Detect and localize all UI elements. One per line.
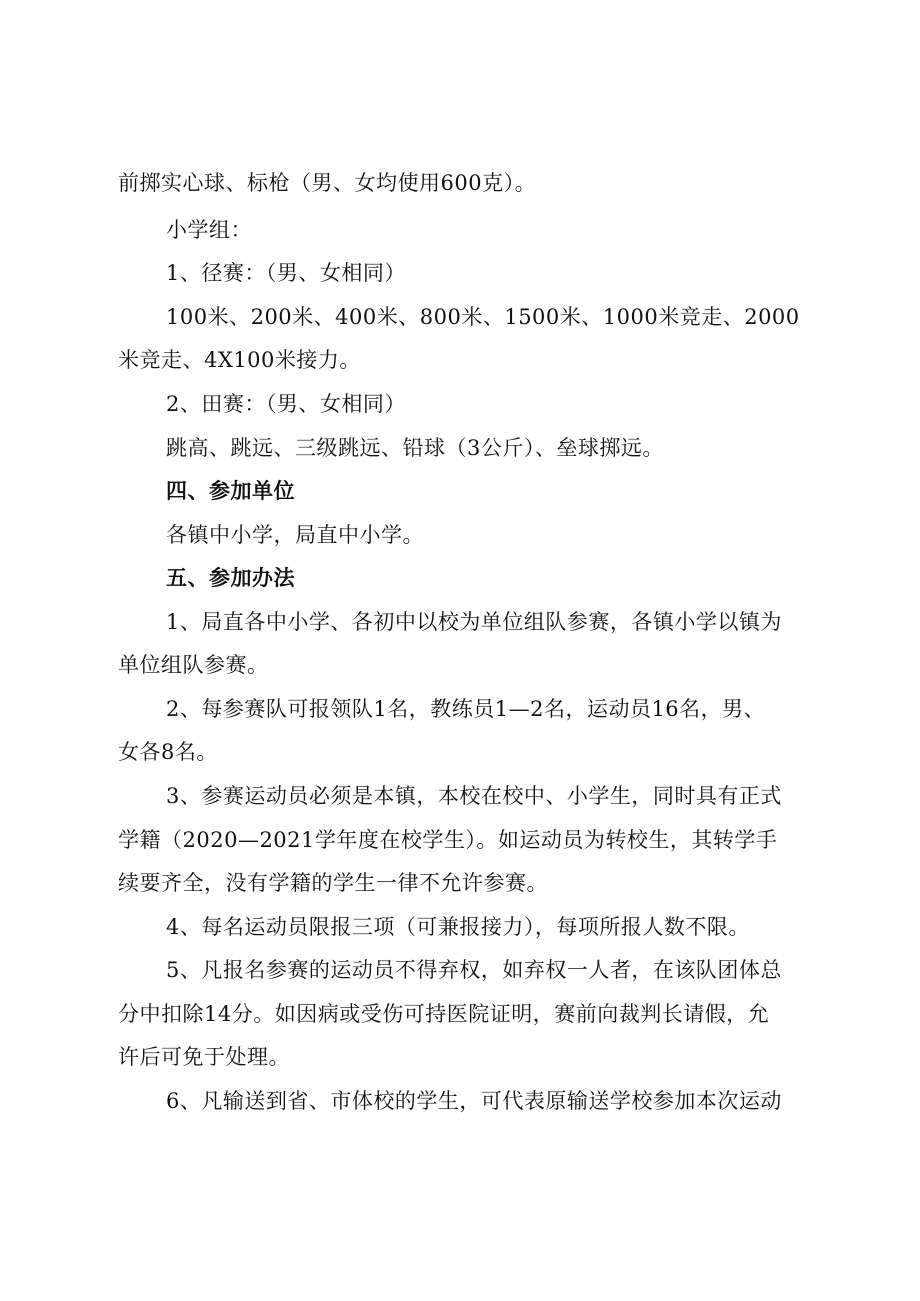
text-line: 跳高、跳远、三级跳远、铅球（3公斤）、垒球掷远。: [166, 436, 664, 460]
text-line: 各镇中小学，局直中小学。: [166, 523, 424, 547]
section-label-primary: 小学组：: [166, 218, 252, 242]
text-line: 女各8名。: [118, 740, 218, 764]
section-heading: 五、参加办法: [166, 565, 295, 590]
text-line: 3、参赛运动员必须是本镇，本校在校中、小学生，同时具有正式: [166, 784, 782, 808]
text-line: 单位组队参赛。: [118, 653, 269, 677]
text-line: 5、凡报名参赛的运动员不得弃权，如弃权一人者，在该队团体总: [166, 958, 782, 982]
text-line: 4、每名运动员限报三项（可兼报接力），每项所报人数不限。: [166, 915, 750, 939]
text-line: 6、凡输送到省、市体校的学生，可代表原输送学校参加本次运动: [166, 1089, 782, 1113]
text-line: 100米、200米、400米、800米、1500米、1000米竞走、2000: [166, 305, 800, 329]
text-line: 米竞走、4X100米接力。: [118, 348, 361, 372]
text-line: 许后可免于处理。: [118, 1045, 290, 1069]
section-heading: 四、参加单位: [166, 478, 295, 503]
text-line: 前掷实心球、标枪（男、女均使用600克）。: [118, 171, 537, 195]
text-line: 1、局直各中小学、各初中以校为单位组队参赛，各镇小学以镇为: [166, 610, 782, 634]
text-line: 学籍（2020—2021学年度在校学生）。如运动员为转校生，其转学手: [118, 828, 778, 852]
subsection-heading: 2、田赛：（男、女相同）: [166, 392, 406, 416]
text-line: 续要齐全，没有学籍的学生一律不允许参赛。: [118, 871, 548, 895]
text-line: 分中扣除14分。如因病或受伤可持医院证明，赛前向裁判长请假，允: [118, 1002, 770, 1026]
subsection-heading: 1、径赛：（男、女相同）: [166, 261, 406, 285]
text-line: 2、每参赛队可报领队1名，教练员1—2名，运动员16名，男、: [166, 697, 766, 721]
